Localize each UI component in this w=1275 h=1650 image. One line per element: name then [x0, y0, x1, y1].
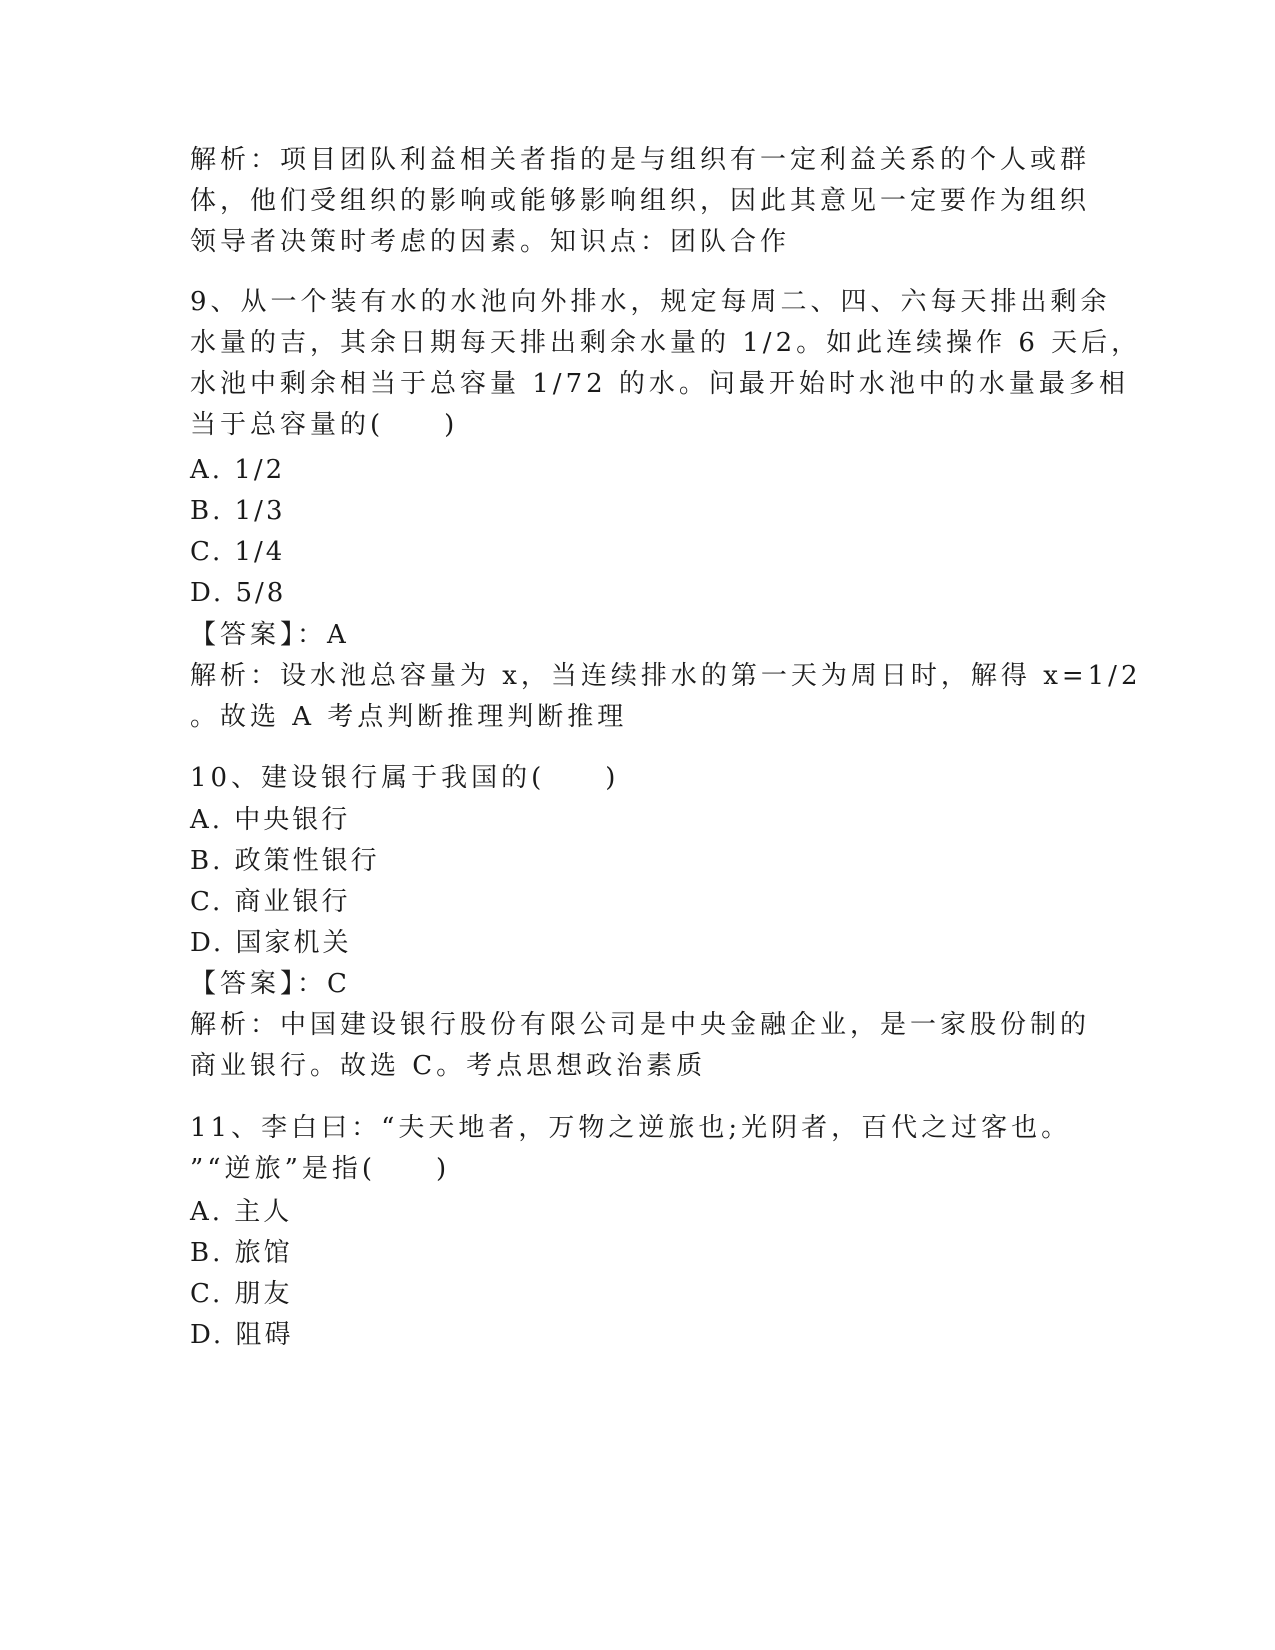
- q9-question-line-1: 9、从一个装有水的水池向外排水，规定每周二、四、六每天排出剩余: [190, 287, 1111, 317]
- prev-explanation-line-3: 领导者决策时考虑的因素。知识点：团队合作: [190, 227, 791, 257]
- q10-option-c: C. 商业银行: [190, 887, 351, 917]
- q9-explanation-line-2: 。故选 A 考点判断推理判断推理: [190, 702, 628, 732]
- q9-question-line-4: 当于总容量的( ): [190, 410, 459, 440]
- q10-option-b: B. 政策性银行: [190, 846, 380, 876]
- q11-option-b: B. 旅馆: [190, 1238, 293, 1268]
- q11-question-line-2: ”“逆旅”是指( ): [190, 1154, 451, 1184]
- q11-question-line-1: 11、李白曰：“夫天地者，万物之逆旅也;光阴者，百代之过客也。: [190, 1113, 1072, 1143]
- q9-option-c: C. 1/4: [190, 537, 286, 567]
- q11-option-d: D. 阻碍: [190, 1320, 294, 1350]
- q10-question-line-1: 10、建设银行属于我国的( ): [190, 763, 620, 793]
- q10-explanation-line-1: 解析：中国建设银行股份有限公司是中央金融企业，是一家股份制的: [190, 1010, 1091, 1040]
- q9-question-line-2: 水量的吉，其余日期每天排出剩余水量的 1/2。如此连续操作 6 天后，: [190, 328, 1142, 358]
- q9-explanation-line-1: 解析：设水池总容量为 x，当连续排水的第一天为周日时，解得 x=1/2: [190, 661, 1142, 691]
- q10-answer: 【答案】：C: [190, 969, 351, 999]
- prev-explanation-line-2: 体，他们受组织的影响或能够影响组织，因此其意见一定要作为组织: [190, 186, 1091, 216]
- q9-option-b: B. 1/3: [190, 496, 286, 526]
- q10-option-d: D. 国家机关: [190, 928, 352, 958]
- q9-option-a: A. 1/2: [190, 455, 286, 485]
- q9-option-d: D. 5/8: [190, 578, 287, 608]
- q9-question-line-3: 水池中剩余相当于总容量 1/72 的水。问最开始时水池中的水量最多相: [190, 369, 1129, 399]
- q9-answer: 【答案】：A: [190, 620, 350, 650]
- q10-option-a: A. 中央银行: [190, 805, 351, 835]
- prev-explanation-line-1: 解析：项目团队利益相关者指的是与组织有一定利益关系的个人或群: [190, 145, 1091, 175]
- q11-option-a: A. 主人: [190, 1197, 293, 1227]
- q11-option-c: C. 朋友: [190, 1279, 293, 1309]
- q10-explanation-line-2: 商业银行。故选 C。考点思想政治素质: [190, 1051, 707, 1081]
